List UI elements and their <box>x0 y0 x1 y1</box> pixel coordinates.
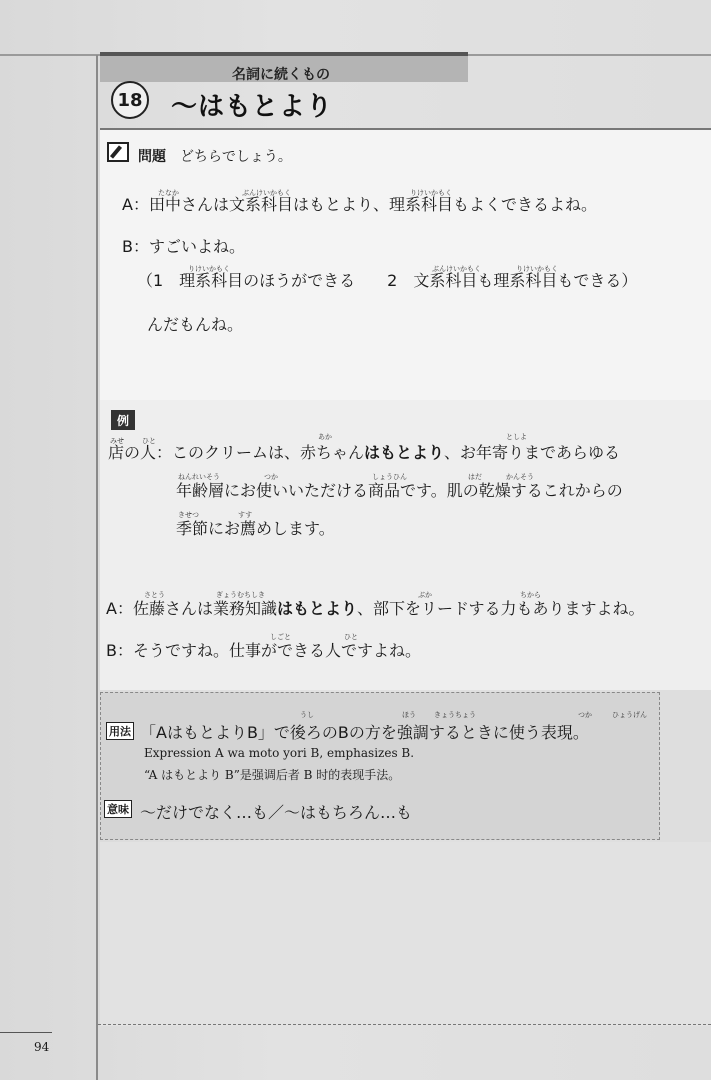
ruby-kyouchou: きょうちょう <box>434 711 476 719</box>
example1-line3: 季節にお薦めします。 <box>176 519 335 538</box>
bottom-dashed-rule <box>98 1024 711 1025</box>
meaning-text: 〜だけでなく…も／〜はもちろん…も <box>140 803 413 822</box>
lesson-number: 18 <box>111 81 149 119</box>
ruby-satou: さとう <box>144 591 165 599</box>
ruby-hyougen: ひょうげん <box>612 711 647 719</box>
question-ending: んだもんね。 <box>147 315 244 334</box>
ruby-shigoto: しごと <box>270 633 291 641</box>
ruby-nenreisou: ねんれいそう <box>178 473 220 481</box>
pencil-icon <box>107 142 129 162</box>
ruby-mise: みせ <box>110 437 124 445</box>
ruby-susu: すす <box>238 511 253 519</box>
ruby-aka: あか <box>318 433 332 441</box>
example2-line-a: A：佐藤さんは業務知識はもとより、部下をリードする力もありますよね。 <box>106 599 645 618</box>
ruby-tsuka-usage: つか <box>578 711 592 719</box>
ruby-toshiyo: としよ <box>506 433 527 441</box>
ruby-hito2: ひと <box>344 633 358 641</box>
question-label: 問題 <box>138 149 166 165</box>
example1-line1: 店の人：このクリームは、赤ちゃんはもとより、お年寄りまであらゆる <box>108 443 621 462</box>
usage-japanese: 「AはもとよりB」で後ろのBの方を強調するときに使う表現。 <box>140 723 589 742</box>
ruby-kisetsu: きせつ <box>178 511 199 519</box>
ruby-tsuka: つか <box>264 473 278 481</box>
usage-chinese: “A はもとより B”是强调后者 B 时的表现手法。 <box>144 768 401 782</box>
question-prompt: どちらでしょう。 <box>180 149 292 165</box>
notes-area <box>100 842 711 1026</box>
answer-choices: （1 理系科目のほうができる 2 文系科目も理系科目もできる） <box>137 271 638 290</box>
ruby-rikei-choice2: りけいかもく <box>516 265 558 273</box>
example1-line2: 年齢層にお使いいただける商品です。肌の乾燥するこれからの <box>176 481 623 500</box>
header-bar-top-edge <box>100 52 468 56</box>
category-label: 名詞に続くもの <box>232 67 330 83</box>
ruby-bunkei-choice2: ぶんけいかもく <box>432 265 481 273</box>
ruby-ushi: うし <box>300 711 314 719</box>
question-line-a: A：田中さんは文系科目はもとより、理系科目もよくできるよね。 <box>122 195 597 214</box>
left-margin-rule <box>96 55 98 1080</box>
ruby-tanaka: たなか <box>158 189 179 197</box>
ruby-hou: ほう <box>402 711 416 719</box>
example2-line-b: B：そうですね。仕事ができる人ですよね。 <box>106 641 421 660</box>
page-number-rule <box>0 1032 52 1033</box>
ruby-rikei-choice1: りけいかもく <box>188 265 230 273</box>
ruby-hada: はだ <box>468 473 482 481</box>
ruby-gyoumuchishiki: ぎょうむちしき <box>216 591 265 599</box>
meaning-icon: 意味 <box>104 800 132 818</box>
grammar-title: 〜はもとより <box>171 92 334 122</box>
usage-icon: 用法 <box>106 722 134 740</box>
ruby-kansou: かんそう <box>506 473 534 481</box>
page-number: 94 <box>34 1040 50 1054</box>
ruby-bunkei: ぶんけいかもく <box>242 189 291 197</box>
ruby-chikara: ちから <box>520 591 541 599</box>
usage-english: Expression A wa moto yori B, emphasizes B. <box>144 746 415 760</box>
ruby-buka: ぶか <box>418 591 432 599</box>
ruby-shouhin: しょうひん <box>372 473 407 481</box>
ruby-hito: ひと <box>142 437 156 445</box>
example-icon: 例 <box>111 410 135 430</box>
question-line-b: B：すごいよね。 <box>122 237 245 256</box>
ruby-rikei: りけいかもく <box>410 189 452 197</box>
